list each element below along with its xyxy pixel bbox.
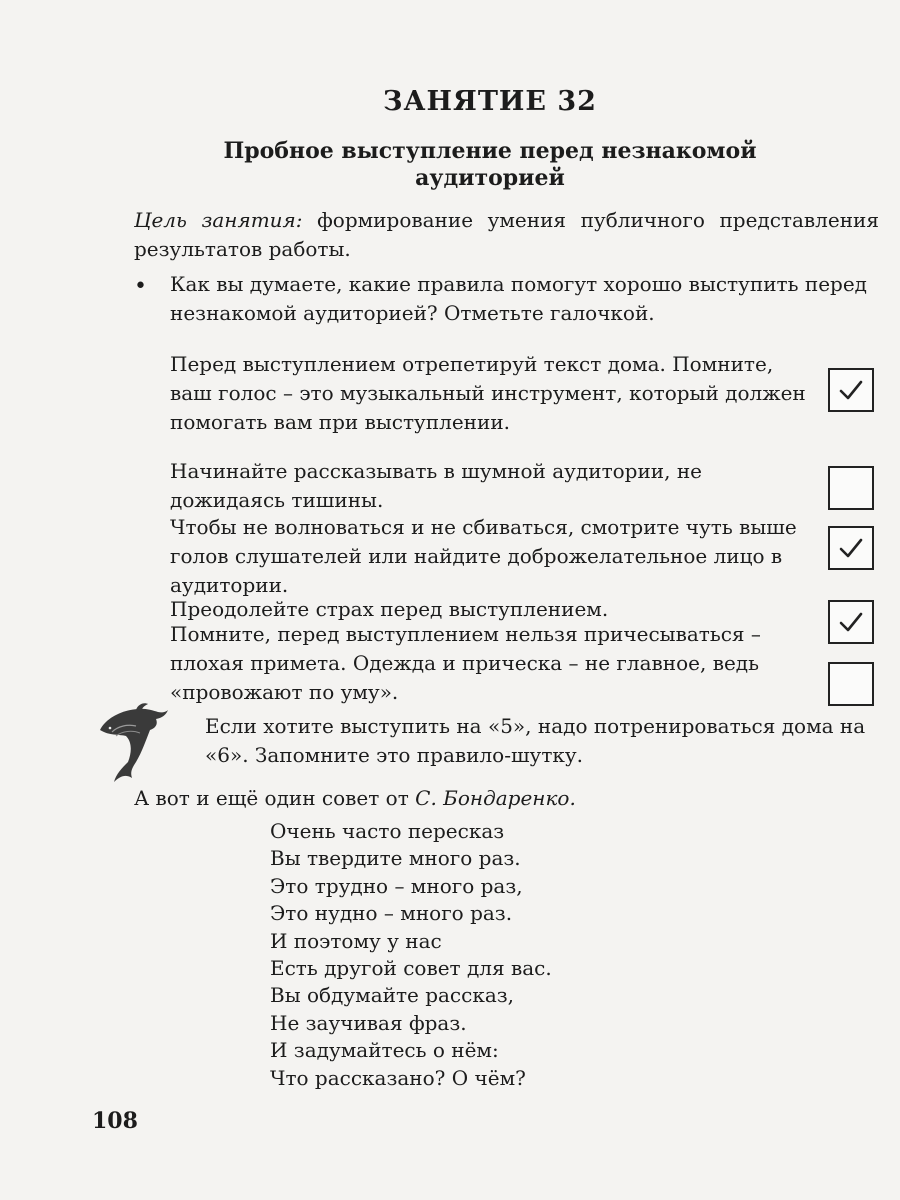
poem — [270, 818, 770, 1092]
page-number: 108 — [92, 1108, 138, 1134]
poem-line: Вы обдумайте рассказ, — [270, 983, 515, 1008]
goal-lead: Цель занятия: — [134, 208, 303, 232]
rule-3-text: Чтобы не волноваться и не сбиваться, смотрите чуть выше голов слушателей или найдите доброжелательное лицо в аудитории. — [170, 515, 797, 597]
poem-line: Что рассказано? О чём? — [270, 1065, 526, 1090]
poem-line: Вы твердите много раз. — [270, 846, 521, 871]
rule-1-checkbox[interactable] — [828, 368, 874, 412]
poem-line: Очень часто пересказ — [270, 819, 505, 843]
goal-text: формирование умения публичного представления результатов работы. — [134, 208, 879, 261]
bullet-icon: • — [134, 274, 147, 299]
rule-4-checkbox[interactable] — [828, 600, 874, 644]
poem-line: Это трудно – много раз, — [270, 873, 523, 898]
rule-3-checkbox[interactable] — [828, 526, 874, 570]
check-icon — [838, 378, 864, 402]
dolphin-icon — [92, 700, 170, 786]
rule-2-text: Начинайте рассказывать в шумной аудитории, не дожидаясь тишины. — [170, 459, 703, 512]
lesson-subtitle: Пробное выступление перед незнакомой аудиторией — [223, 138, 757, 191]
lesson-title: ЗАНЯТИЕ 32 — [383, 86, 597, 117]
rule-2-checkbox[interactable] — [828, 466, 874, 510]
rule-5-text: Помните, перед выступлением нельзя причесываться – плохая примета. Одежда и прическа – не главное, ведь «провожают по уму». — [170, 622, 761, 704]
question-text: Как вы думаете, какие правила помогут хорошо выступить перед незнакомой аудиторией? Отметьте галочкой. — [170, 272, 867, 325]
advice-text: А вот и ещё один совет от — [134, 786, 409, 810]
poem-line: Это нудно – много раз. — [270, 901, 513, 926]
rule-4-text: Преодолейте страх перед выступлением. — [170, 597, 609, 621]
poem-line: И задумайтесь о нём: — [270, 1038, 499, 1063]
joke-text: Если хотите выступить на «5», надо потренироваться дома на «6». Запомните это правило-шутку. — [205, 714, 866, 767]
check-icon — [838, 610, 864, 634]
check-icon — [838, 536, 864, 560]
poem-line: И поэтому у нас — [270, 928, 442, 953]
rule-1-text: Перед выступлением отрепетируй текст дома. Помните, ваш голос – это музыкальный инструмент, который должен помогать вам при выступлении. — [170, 352, 806, 434]
poem-line: Есть другой совет для вас. — [270, 956, 552, 981]
advice-author: С. Бондаренко. — [415, 786, 576, 810]
lesson-goal — [134, 206, 879, 264]
advice-line — [134, 784, 834, 813]
poem-line: Не заучивая фраз. — [270, 1010, 467, 1035]
rule-5-checkbox[interactable] — [828, 662, 874, 706]
